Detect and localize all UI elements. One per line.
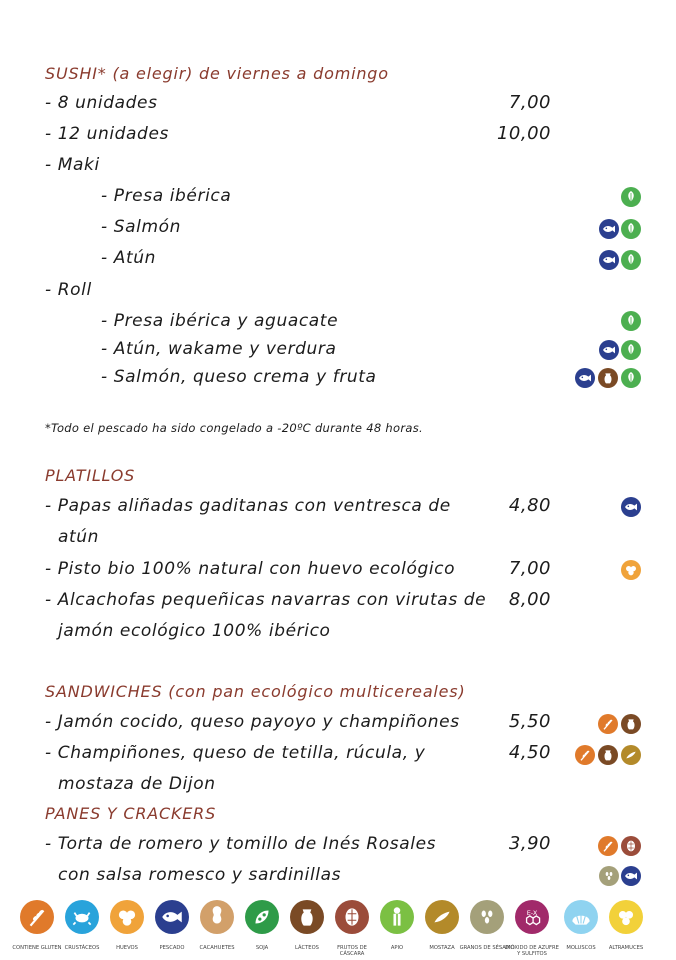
menu-item: - Salmón: [101, 217, 182, 237]
menu-item: - Torta de romero y tomillo de Inés Rosales: [45, 834, 437, 854]
fish-note: *Todo el pescado ha sido congelado a -20ºC durante 48 horas.: [45, 421, 423, 435]
legend-label: PESCADO: [159, 945, 185, 951]
sushi-heading: SUSHI* (a elegir) de viernes a domingo: [45, 64, 389, 83]
fish-icon: [621, 866, 641, 886]
fish-icon: [599, 250, 619, 270]
price: 4,80: [508, 495, 551, 516]
menu-item-cont: con salsa romesco y sardinillas: [58, 865, 342, 885]
nuts-icon: [335, 900, 369, 934]
sesame-icon: [621, 340, 641, 360]
gluten-icon: [598, 836, 618, 856]
fish-icon: [621, 497, 641, 517]
peanuts-icon: [200, 900, 234, 934]
price: 3,90: [508, 833, 551, 854]
sesame-icon: [621, 250, 641, 270]
dairy-icon: [621, 714, 641, 734]
menu-item-cont: atún: [58, 527, 100, 547]
sesame-icon: [621, 368, 641, 388]
legend-label: FRUTOS DE CÁSCARA: [337, 945, 367, 957]
sesame-icon: [621, 219, 641, 239]
egg-icon: [110, 900, 144, 934]
legend-label: CACAHUETES: [199, 945, 235, 951]
menu-item: - Maki: [45, 155, 100, 175]
dairy-icon: [598, 368, 618, 388]
menu-item: - Papas aliñadas gaditanas con ventresca de: [45, 496, 451, 516]
menu-item: - Roll: [45, 280, 92, 300]
legend-label: MOSTAZA: [429, 945, 455, 951]
mustard-icon: [425, 900, 459, 934]
price: 7,00: [508, 92, 551, 113]
menu-item: - Presa ibérica: [101, 186, 232, 206]
panes-heading: PANES Y CRACKERS: [45, 804, 217, 823]
legend-label: LÁCTEOS: [295, 945, 319, 951]
menu-item: - Atún: [101, 248, 156, 268]
fish-icon: [155, 900, 189, 934]
legend-label: DIÓXIDO DE AZUFRE Y SULFITOS: [505, 945, 559, 957]
gluten-icon: [575, 745, 595, 765]
legend-label: MOLUSCOS: [566, 945, 596, 951]
crustaceans-icon: [65, 900, 99, 934]
price: 10,00: [496, 123, 551, 144]
dairy-icon: [290, 900, 324, 934]
legend-label: CONTIENE GLUTEN: [12, 945, 62, 951]
sesame-seeds-icon: [599, 866, 619, 886]
menu-item: - Salmón, queso crema y fruta: [101, 367, 377, 387]
menu-item: - 8 unidades: [45, 93, 158, 113]
sulphites-icon: [515, 900, 549, 934]
legend-label: GRANOS DE SÉSAMO: [459, 945, 515, 951]
menu-item: - Champiñones, queso de tetilla, rúcula, y: [45, 743, 426, 763]
menu-item: - Presa ibérica y aguacate: [101, 311, 339, 331]
fish-icon: [575, 368, 595, 388]
legend-label: APIO: [390, 945, 404, 951]
sesame-icon: [621, 311, 641, 331]
sesame-seeds-icon: [470, 900, 504, 934]
legend-label: ALTRAMUCES: [608, 945, 644, 951]
fish-icon: [599, 340, 619, 360]
mustard-icon: [621, 745, 641, 765]
fish-icon: [599, 219, 619, 239]
menu-item: - Pisto bio 100% natural con huevo ecológico: [45, 559, 456, 579]
menu-item-cont: jamón ecológico 100% ibérico: [58, 621, 331, 641]
menu-item: - Atún, wakame y verdura: [101, 339, 337, 359]
nuts-icon: [621, 836, 641, 856]
soy-icon: [245, 900, 279, 934]
price: 4,50: [508, 742, 551, 763]
molluscs-icon: [564, 900, 598, 934]
gluten-icon: [20, 900, 54, 934]
price: 7,00: [508, 558, 551, 579]
gluten-icon: [598, 714, 618, 734]
price: 8,00: [508, 589, 551, 610]
menu-item-cont: mostaza de Dijon: [58, 774, 216, 794]
platillos-heading: PLATILLOS: [45, 466, 136, 485]
legend-label: CRUSTÁCEOS: [64, 945, 100, 951]
lupin-icon: [609, 900, 643, 934]
legend-label: SOJA: [255, 945, 269, 951]
legend-label: HUEVOS: [116, 945, 138, 951]
dairy-icon: [598, 745, 618, 765]
menu-item: - Jamón cocido, queso payoyo y champiñones: [45, 712, 460, 732]
sandwiches-heading: SANDWICHES (con pan ecológico multicereales): [45, 682, 466, 701]
celery-icon: [380, 900, 414, 934]
egg-icon: [621, 560, 641, 580]
menu-item: - Alcachofas pequeñicas navarras con virutas de: [45, 590, 487, 610]
sesame-icon: [621, 187, 641, 207]
price: 5,50: [508, 711, 551, 732]
menu-item: - 12 unidades: [45, 124, 169, 144]
